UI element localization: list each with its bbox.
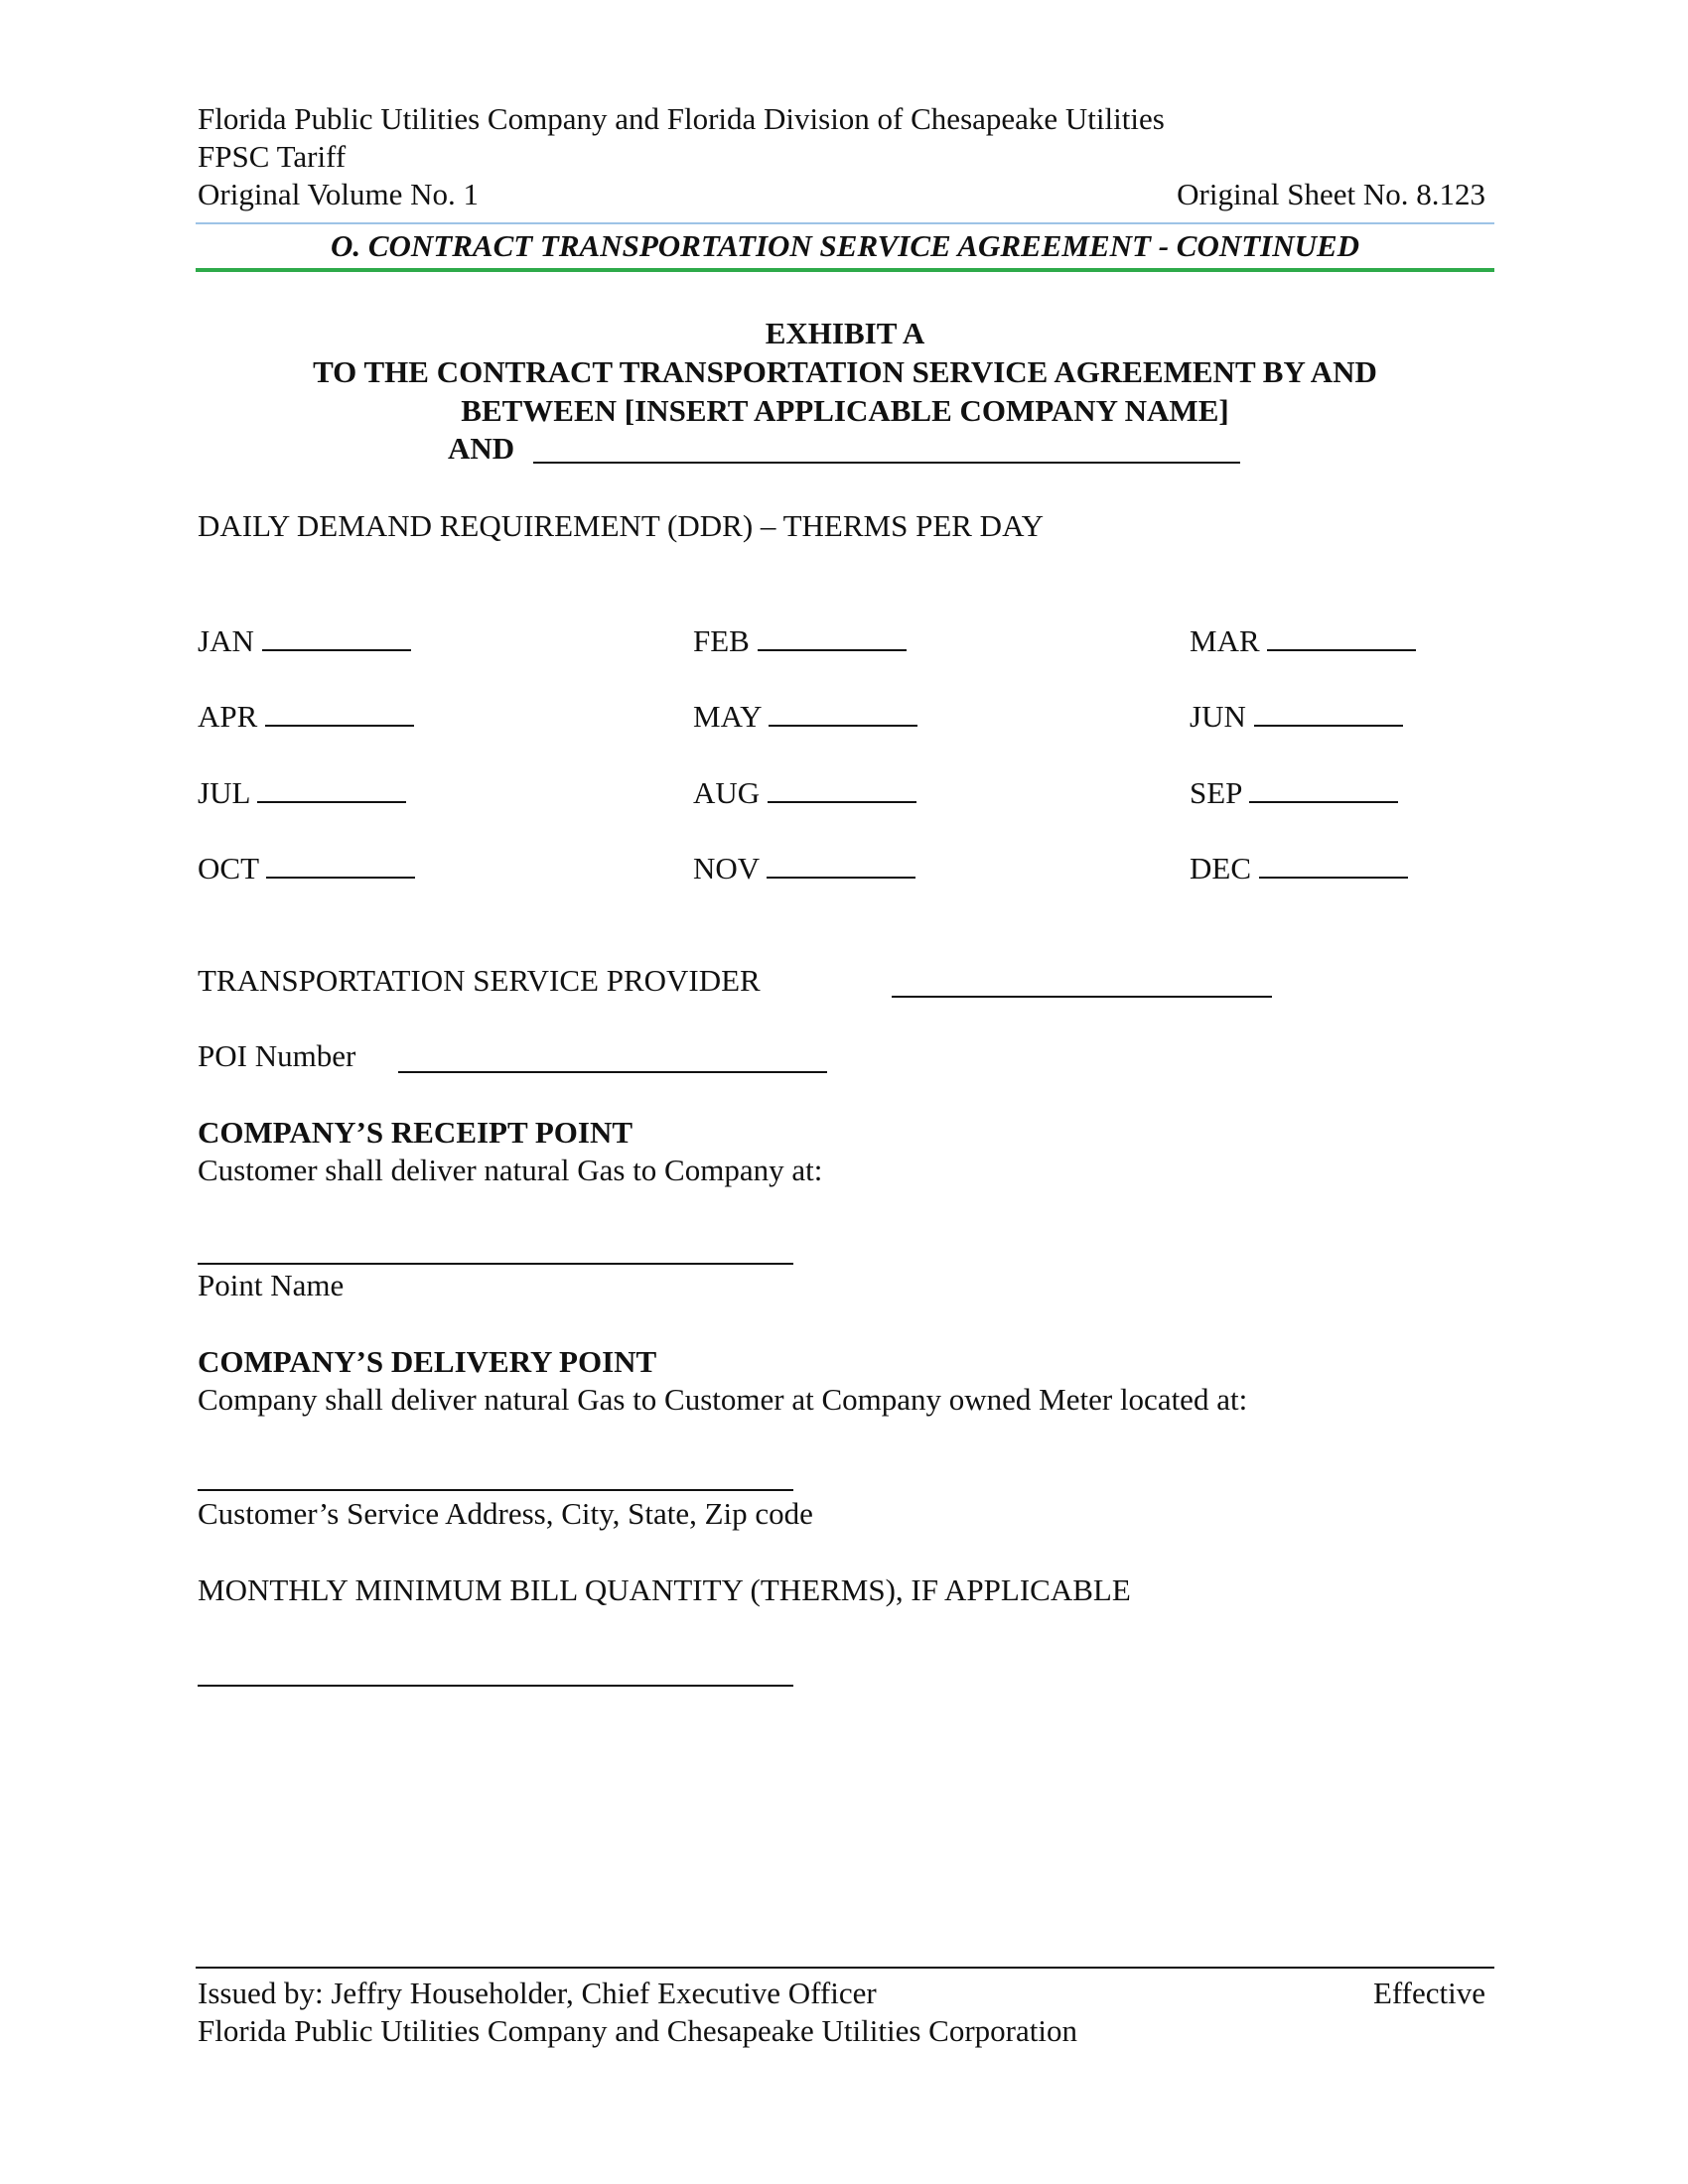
- delivery-caption: Customer’s Service Address, City, State, Zip code: [198, 1496, 813, 1531]
- month-label: JUL: [198, 775, 250, 810]
- month-nov: [693, 849, 915, 887]
- exhibit-title: EXHIBIT A: [765, 316, 925, 350]
- receipt-heading: COMPANY’S RECEIPT POINT: [198, 1115, 633, 1150]
- header-volume: Original Volume No. 1: [198, 177, 480, 211]
- month-jun-field[interactable]: [1254, 697, 1403, 727]
- header-sheet-number: Original Sheet No. 8.123: [1177, 177, 1485, 211]
- month-label: APR: [198, 699, 258, 734]
- month-jan-field[interactable]: [262, 621, 411, 651]
- month-label: DEC: [1190, 851, 1251, 886]
- receipt-point-field[interactable]: [198, 1263, 793, 1265]
- month-may: [693, 697, 917, 735]
- ddr-heading: DAILY DEMAND REQUIREMENT (DDR) – THERMS PER DAY: [198, 508, 1045, 543]
- month-jul: [198, 773, 406, 811]
- month-aug: [693, 773, 916, 811]
- provider-field[interactable]: [892, 996, 1272, 998]
- month-label: AUG: [693, 775, 761, 810]
- month-sep: [1190, 773, 1398, 811]
- section-rule: [196, 268, 1494, 272]
- provider-label: TRANSPORTATION SERVICE PROVIDER: [198, 963, 761, 998]
- month-label: JAN: [198, 623, 254, 658]
- month-label: OCT: [198, 851, 259, 886]
- exhibit-subtitle-line1: TO THE CONTRACT TRANSPORTATION SERVICE AGREEMENT BY AND: [313, 354, 1377, 389]
- footer-effective: Effective: [1372, 1976, 1485, 2010]
- exhibit-subtitle-line2: BETWEEN [INSERT APPLICABLE COMPANY NAME]: [461, 393, 1229, 428]
- footer-issued-by: Issued by: Jeffry Householder, Chief Executive Officer: [198, 1976, 877, 2010]
- month-label: SEP: [1190, 775, 1242, 810]
- delivery-heading: COMPANY’S DELIVERY POINT: [198, 1344, 657, 1379]
- month-apr-field[interactable]: [265, 697, 414, 727]
- month-label: MAR: [1190, 623, 1260, 658]
- counterparty-name-field[interactable]: [533, 462, 1240, 464]
- month-label: JUN: [1190, 699, 1246, 734]
- month-apr: [198, 697, 414, 735]
- month-label: FEB: [693, 623, 750, 658]
- month-label: MAY: [693, 699, 762, 734]
- receipt-text: Customer shall deliver natural Gas to Company at:: [198, 1153, 823, 1187]
- footer-rule: [196, 1967, 1494, 1969]
- minimum-quantity-field[interactable]: [198, 1685, 793, 1687]
- footer-company: Florida Public Utilities Company and Chesapeake Utilities Corporation: [198, 2013, 1077, 2048]
- month-oct: [198, 849, 415, 887]
- month-sep-field[interactable]: [1249, 773, 1398, 803]
- month-jan: [198, 621, 411, 659]
- month-feb: [693, 621, 907, 659]
- poi-field[interactable]: [398, 1071, 827, 1073]
- month-jun: [1190, 697, 1403, 735]
- section-title: O. CONTRACT TRANSPORTATION SERVICE AGREEMENT - CONTINUED: [330, 228, 1360, 263]
- month-label: NOV: [693, 851, 760, 886]
- month-may-field[interactable]: [769, 697, 917, 727]
- month-dec-field[interactable]: [1259, 849, 1408, 879]
- month-dec: [1190, 849, 1408, 887]
- delivery-address-field[interactable]: [198, 1489, 793, 1491]
- receipt-caption: Point Name: [198, 1268, 345, 1302]
- minimum-heading: MONTHLY MINIMUM BILL QUANTITY (THERMS), IF APPLICABLE: [198, 1572, 1131, 1607]
- header-company-line: Florida Public Utilities Company and Florida Division of Chesapeake Utilities: [198, 101, 1165, 136]
- month-jul-field[interactable]: [257, 773, 406, 803]
- month-nov-field[interactable]: [767, 849, 915, 879]
- month-aug-field[interactable]: [768, 773, 916, 803]
- month-feb-field[interactable]: [758, 621, 907, 651]
- month-mar-field[interactable]: [1267, 621, 1416, 651]
- month-mar: [1190, 621, 1416, 659]
- delivery-text: Company shall deliver natural Gas to Customer at Company owned Meter located at:: [198, 1382, 1248, 1417]
- header-tariff-line: FPSC Tariff: [198, 139, 347, 174]
- exhibit-and-label: AND: [448, 431, 515, 466]
- header-rule: [196, 222, 1494, 224]
- month-oct-field[interactable]: [266, 849, 415, 879]
- poi-label: POI Number: [198, 1038, 356, 1073]
